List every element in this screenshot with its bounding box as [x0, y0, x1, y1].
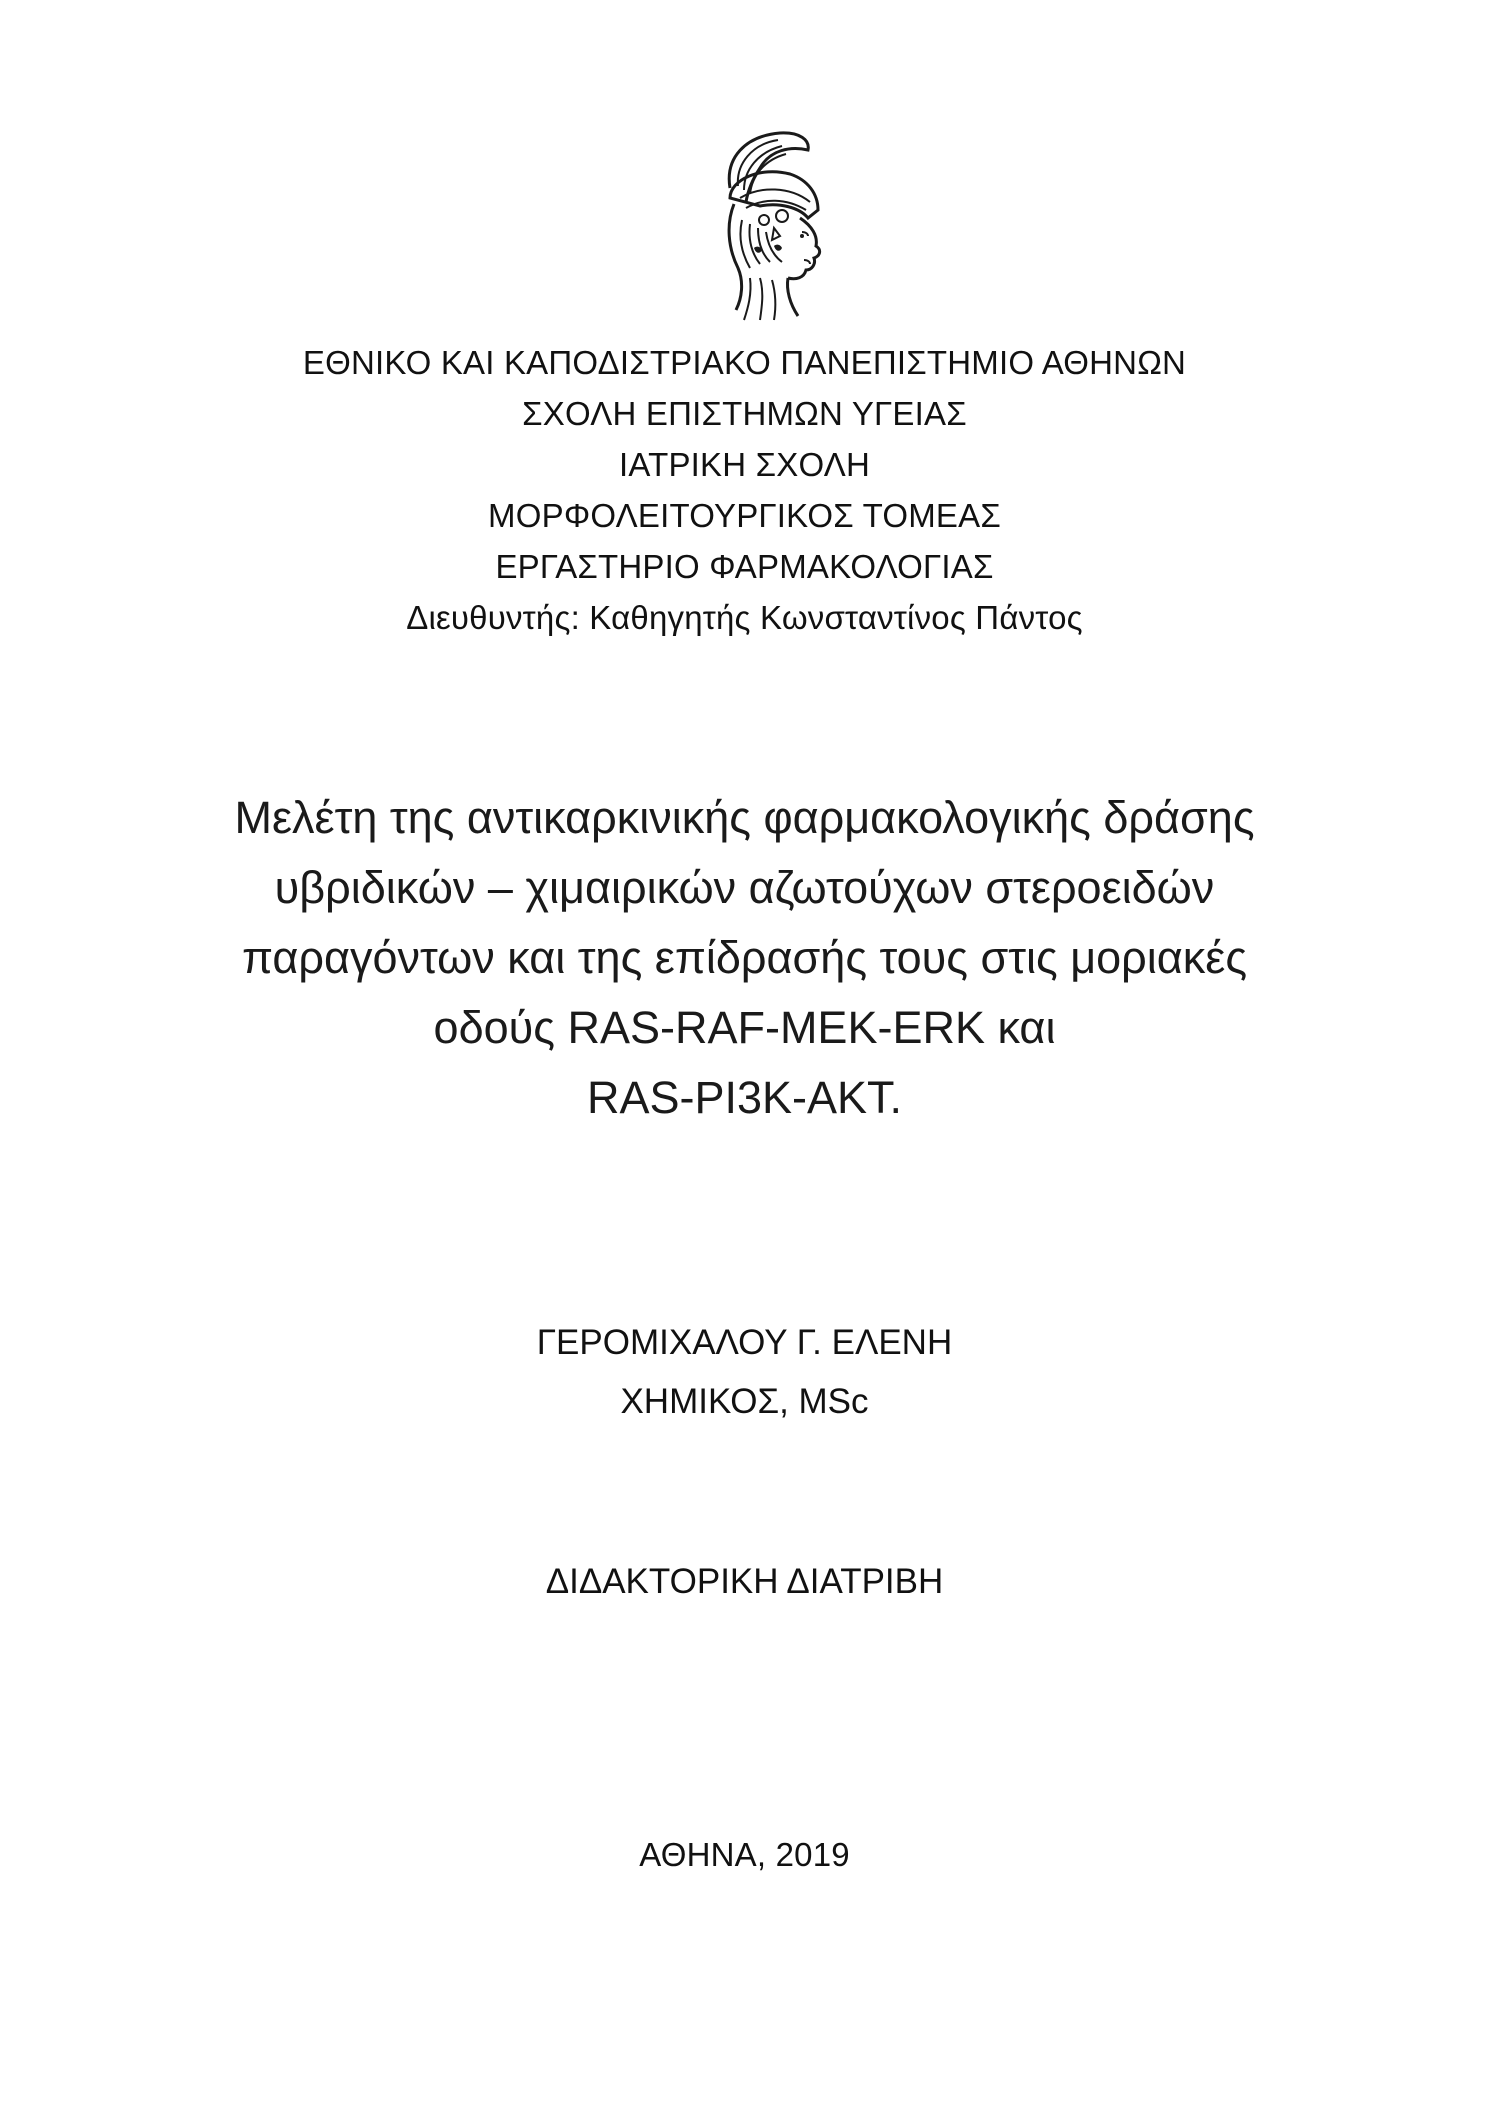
author-title: ΧΗΜΙΚΟΣ, MSc	[620, 1382, 869, 1421]
director-line: Διευθυντής: Καθηγητής Κωνσταντίνος Πάντος	[406, 599, 1083, 636]
faculty-name: ΙΑΤΡΙΚΗ ΣΧΟΛΗ	[618, 446, 871, 483]
thesis-title-line-1: Μελέτη της αντικαρκινικής φαρμακολογικής δράσης	[234, 792, 1255, 843]
author-name: ΓΕΡΟΜΙΧΑΛΟΥ Γ. ΕΛΕΝΗ	[536, 1323, 953, 1362]
laboratory-name: ΕΡΓΑΣΤΗΡΙΟ ΦΑΡΜΑΚΟΛΟΓΙΑΣ	[495, 548, 994, 585]
athena-helmet-emblem-icon	[690, 128, 850, 326]
document-type: ΔΙΔΑΚΤΟΡΙΚΗ ΔΙΑΤΡΙΒΗ	[545, 1562, 944, 1601]
school-name: ΣΧΟΛΗ ΕΠΙΣΤΗΜΩΝ ΥΓΕΙΑΣ	[522, 395, 967, 432]
department-name: ΜΟΡΦΟΛΕΙΤΟΥΡΓΙΚΟΣ ΤΟΜΕΑΣ	[488, 497, 1001, 534]
place-year: ΑΘΗΝΑ, 2019	[639, 1836, 850, 1873]
thesis-title-line-2: υβριδικών – χιμαιρικών αζωτούχων στεροειδών	[274, 862, 1215, 913]
thesis-title-line-4: οδούς RAS-RAF-MEK-ERK και	[433, 1002, 1056, 1053]
thesis-title-line-5: RAS-PI3K-AKT.	[586, 1072, 903, 1123]
thesis-title-line-3: παραγόντων και της επίδρασής τους στις μοριακές	[241, 932, 1248, 983]
university-name: ΕΘΝΙΚΟ ΚΑΙ ΚΑΠΟΔΙΣΤΡΙΑΚΟ ΠΑΝΕΠΙΣΤΗΜΙΟ ΑΘΗΝΩΝ	[302, 344, 1187, 381]
